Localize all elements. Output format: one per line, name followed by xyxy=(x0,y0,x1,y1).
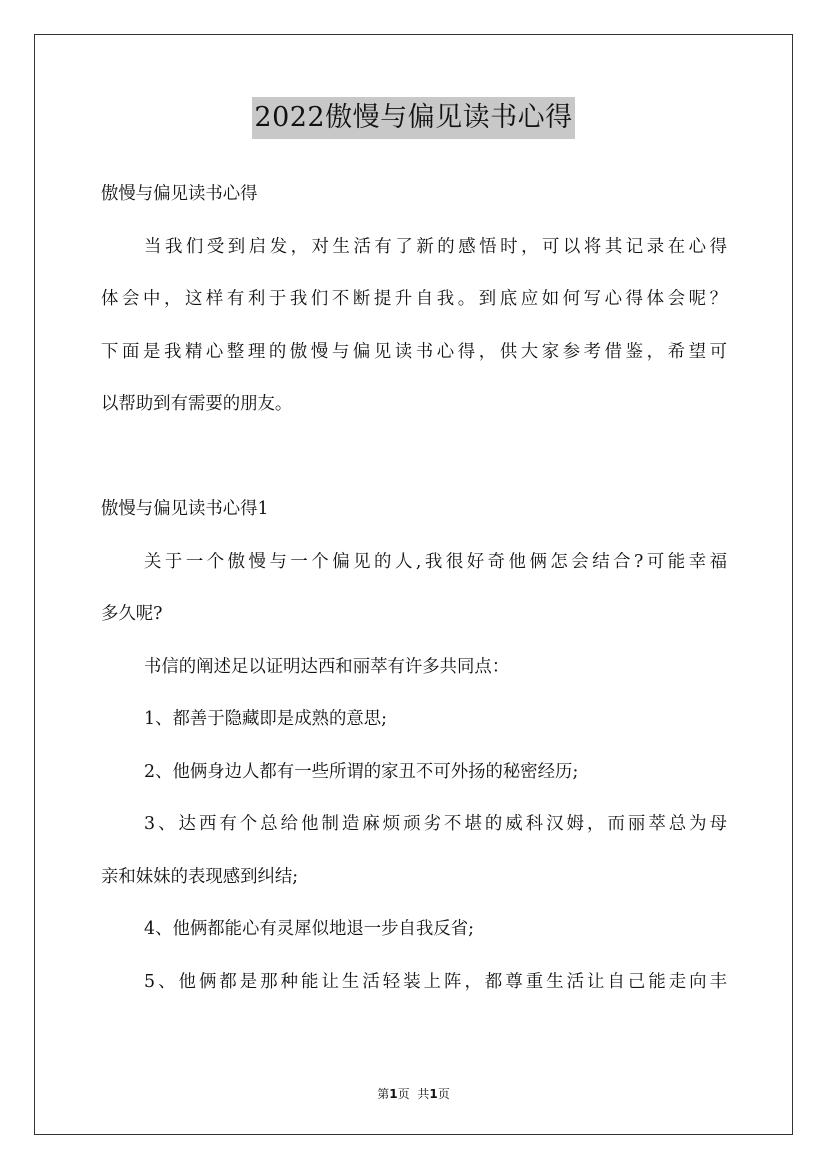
document-title: 2022傲慢与偏见读书心得 xyxy=(252,97,574,139)
total-pages: 1 xyxy=(429,1087,438,1101)
section-heading: 傲慢与偏见读书心得1 xyxy=(101,499,269,519)
section-line-2: 多久呢? xyxy=(101,604,163,624)
section-line-1: 关于一个傲慢与一个偏见的人,我很好奇他俩怎会结合?可能幸福 xyxy=(144,551,727,572)
list-item-3-continued: 亲和妹妹的表现感到纠结; xyxy=(101,866,299,887)
list-item-2: 2、他俩身边人都有一些所谓的家丑不可外扬的秘密经历; xyxy=(144,761,579,782)
intro-line-4: 以帮助到有需要的朋友。 xyxy=(101,394,293,414)
intro-line-3: 下面是我精心整理的傲慢与偏见读书心得，供大家参考借鉴，希望可 xyxy=(101,341,727,362)
intro-line-1: 当我们受到启发，对生活有了新的感悟时，可以将其记录在心得 xyxy=(144,236,727,257)
page-prefix: 第 xyxy=(377,1087,390,1101)
total-suffix: 页 xyxy=(437,1087,450,1101)
list-item-4: 4、他俩都能心有灵犀似地退一步自我反省; xyxy=(144,919,474,939)
intro-line-2: 体会中，这样有利于我们不断提升自我。到底应如何写心得体会呢？ xyxy=(101,289,727,309)
document-body xyxy=(101,168,727,1008)
list-item-3: 3、达西有个总给他制造麻烦顽劣不堪的威科汉姆，而丽萃总为母 xyxy=(144,814,727,834)
page-footer xyxy=(0,1085,827,1102)
page-suffix: 页 xyxy=(397,1087,410,1101)
page-number: 1 xyxy=(389,1087,398,1101)
subtitle: 傲慢与偏见读书心得 xyxy=(101,184,258,204)
total-prefix: 共 xyxy=(417,1087,430,1101)
title-container xyxy=(0,97,827,139)
section-line-3: 书信的阐述足以证明达西和丽萃有许多共同点： xyxy=(144,656,510,677)
paragraph-gap xyxy=(101,431,727,484)
list-item-1: 1、都善于隐藏即是成熟的意思; xyxy=(144,709,388,729)
list-item-5: 5、他俩都是那种能让生活轻装上阵，都尊重生活让自己能走向丰 xyxy=(144,971,727,992)
